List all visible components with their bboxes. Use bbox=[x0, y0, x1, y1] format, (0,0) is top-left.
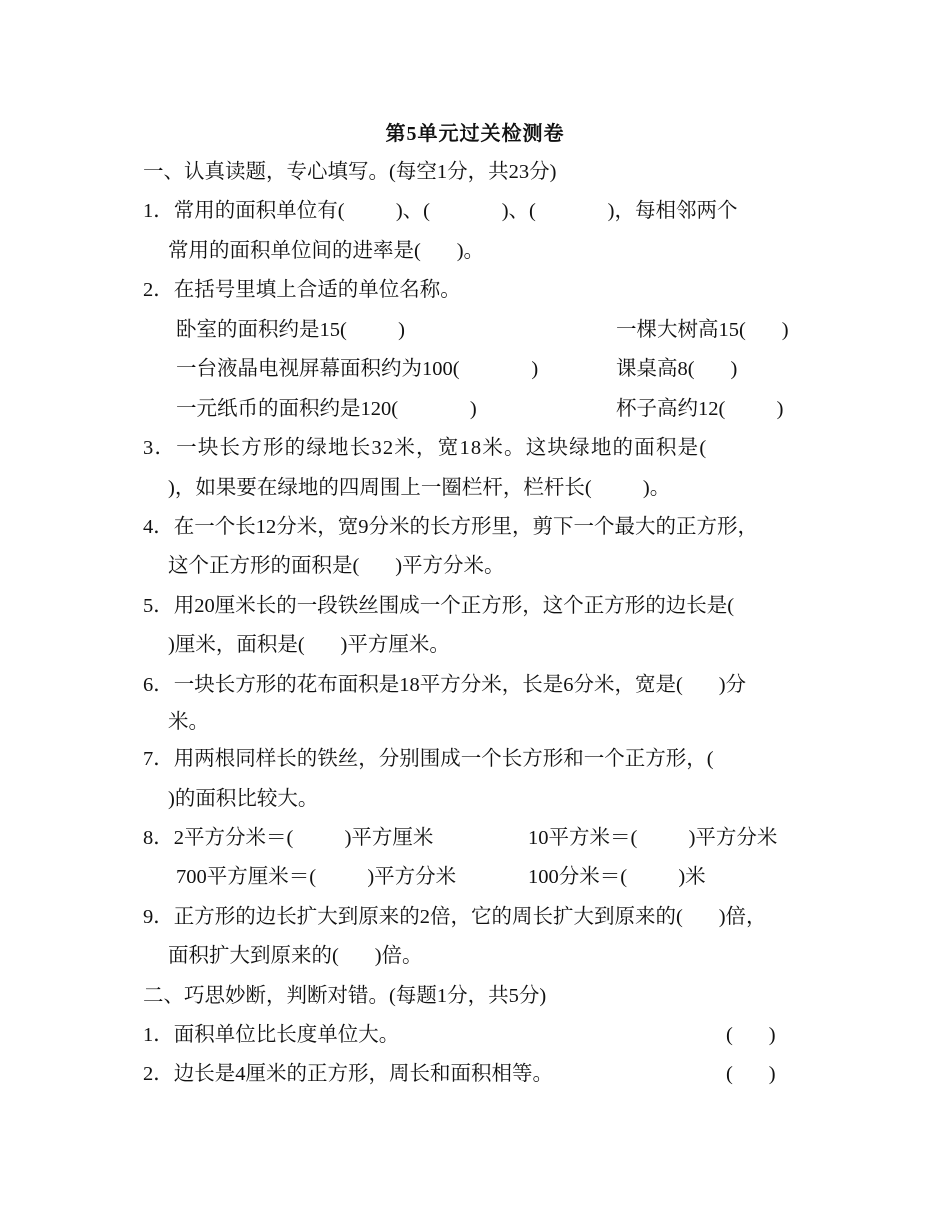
judge-item-1: 1．面积单位比长度单位大。 bbox=[143, 1024, 400, 1046]
question-8-row-2-right: 100分米＝( )米 bbox=[528, 866, 706, 888]
question-8-row-1-right: 10平方米＝( )平方分米 bbox=[528, 827, 778, 849]
judge-item-2: 2．边长是4厘米的正方形，周长和面积相等。 bbox=[143, 1063, 553, 1085]
judge-item-1-bracket[interactable]: ( ) bbox=[726, 1024, 776, 1046]
question-3-line-2: )，如果要在绿地的四周围上一圈栏杆，栏杆长( )。 bbox=[168, 477, 671, 499]
question-2-row-1-right: 一棵大树高15( ) bbox=[616, 319, 789, 341]
question-5-line-1: 5．用20厘米长的一段铁丝围成一个正方形，这个正方形的边长是( bbox=[143, 595, 735, 617]
question-8-row-1-left: 8．2平方分米＝( )平方厘米 bbox=[143, 827, 434, 849]
question-8-row-2-left: 700平方厘米＝( )平方分米 bbox=[176, 866, 457, 888]
question-7-line-1: 7．用两根同样长的铁丝，分别围成一个长方形和一个正方形，( bbox=[143, 748, 714, 770]
question-4-line-2: 这个正方形的面积是( )平方分米。 bbox=[168, 555, 505, 577]
question-2-row-2-right: 课桌高8( ) bbox=[616, 358, 738, 380]
question-2-line-1: 2．在括号里填上合适的单位名称。 bbox=[143, 279, 461, 301]
question-3-line-1: 3．一块长方形的绿地长32米，宽18米。这块绿地的面积是( bbox=[143, 437, 708, 459]
question-9-line-2: 面积扩大到原来的( )倍。 bbox=[168, 945, 423, 967]
section-1-heading: 一、认真读题，专心填写。(每空1分，共23分) bbox=[143, 161, 557, 183]
question-6-line-1: 6．一块长方形的花布面积是18平方分米，长是6分米，宽是( )分 bbox=[143, 674, 747, 696]
question-9-line-1: 9．正方形的边长扩大到原来的2倍，它的周长扩大到原来的( )倍， bbox=[143, 906, 767, 928]
question-1-line-2: 常用的面积单位间的进率是( )。 bbox=[168, 240, 485, 262]
question-2-row-3-left: 一元纸币的面积约是120( ) bbox=[176, 398, 477, 420]
question-6-line-2: 米。 bbox=[168, 711, 209, 733]
question-2-row-2-left: 一台液晶电视屏幕面积约为100( ) bbox=[176, 358, 539, 380]
page-title: 第5单元过关检测卷 bbox=[385, 123, 565, 145]
question-2-row-3-right: 杯子高约12( ) bbox=[616, 398, 784, 420]
section-2-heading: 二、巧思妙断，判断对错。(每题1分，共5分) bbox=[143, 985, 547, 1007]
question-4-line-1: 4．在一个长12分米，宽9分米的长方形里，剪下一个最大的正方形， bbox=[143, 516, 758, 538]
question-2-row-1-left: 卧室的面积约是15( ) bbox=[176, 319, 405, 341]
question-1-line-1: 1．常用的面积单位有( )、( )、( )，每相邻两个 bbox=[143, 200, 738, 222]
question-7-line-2: )的面积比较大。 bbox=[168, 788, 319, 810]
judge-item-2-bracket[interactable]: ( ) bbox=[726, 1063, 776, 1085]
question-5-line-2: )厘米，面积是( )平方厘米。 bbox=[168, 634, 450, 656]
